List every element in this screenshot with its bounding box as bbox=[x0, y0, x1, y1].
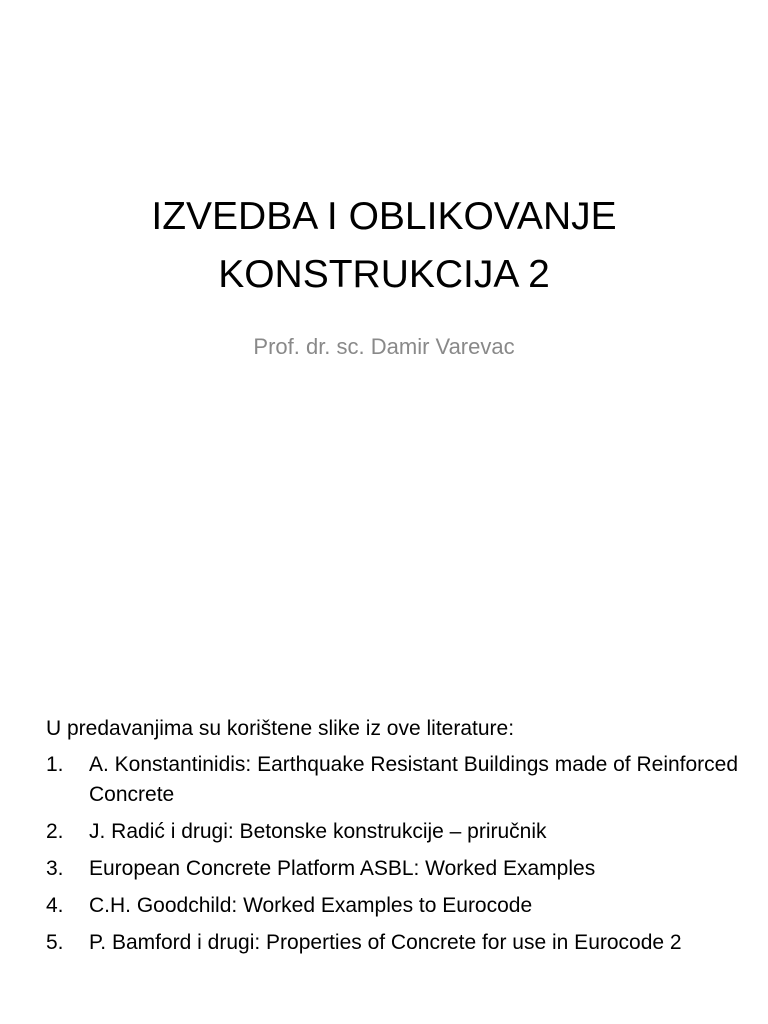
slide-subtitle: Prof. dr. sc. Damir Varevac bbox=[253, 334, 515, 359]
reference-number: 3. bbox=[46, 857, 64, 880]
reference-number: 1. bbox=[46, 753, 64, 776]
reference-item bbox=[46, 891, 746, 921]
reference-item bbox=[46, 817, 746, 847]
reference-text: J. Radić i drugi: Betonske konstrukcije – priručnik bbox=[89, 820, 547, 843]
reference-number: 4. bbox=[46, 894, 64, 917]
reference-text: C.H. Goodchild: Worked Examples to Eurocode bbox=[89, 894, 533, 917]
reference-list bbox=[46, 750, 746, 958]
literature-section bbox=[46, 714, 746, 965]
title-line-2: KONSTRUKCIJA 2 bbox=[218, 253, 550, 296]
reference-item bbox=[46, 750, 746, 810]
literature-intro: U predavanjima su korištene slike iz ove literature: bbox=[46, 717, 515, 740]
reference-number: 5. bbox=[46, 931, 64, 954]
slide-title bbox=[0, 188, 768, 304]
reference-item bbox=[46, 854, 746, 884]
reference-number: 2. bbox=[46, 820, 64, 843]
reference-item bbox=[46, 928, 746, 958]
reference-text: European Concrete Platform ASBL: Worked Examples bbox=[89, 857, 596, 880]
reference-text: P. Bamford i drugi: Properties of Concrete for use in Eurocode 2 bbox=[89, 931, 682, 954]
reference-text: A. Konstantinidis: Earthquake Resistant Buildings made of Reinforced Concrete bbox=[89, 753, 739, 806]
title-line-1: IZVEDBA I OBLIKOVANJE bbox=[151, 195, 617, 238]
